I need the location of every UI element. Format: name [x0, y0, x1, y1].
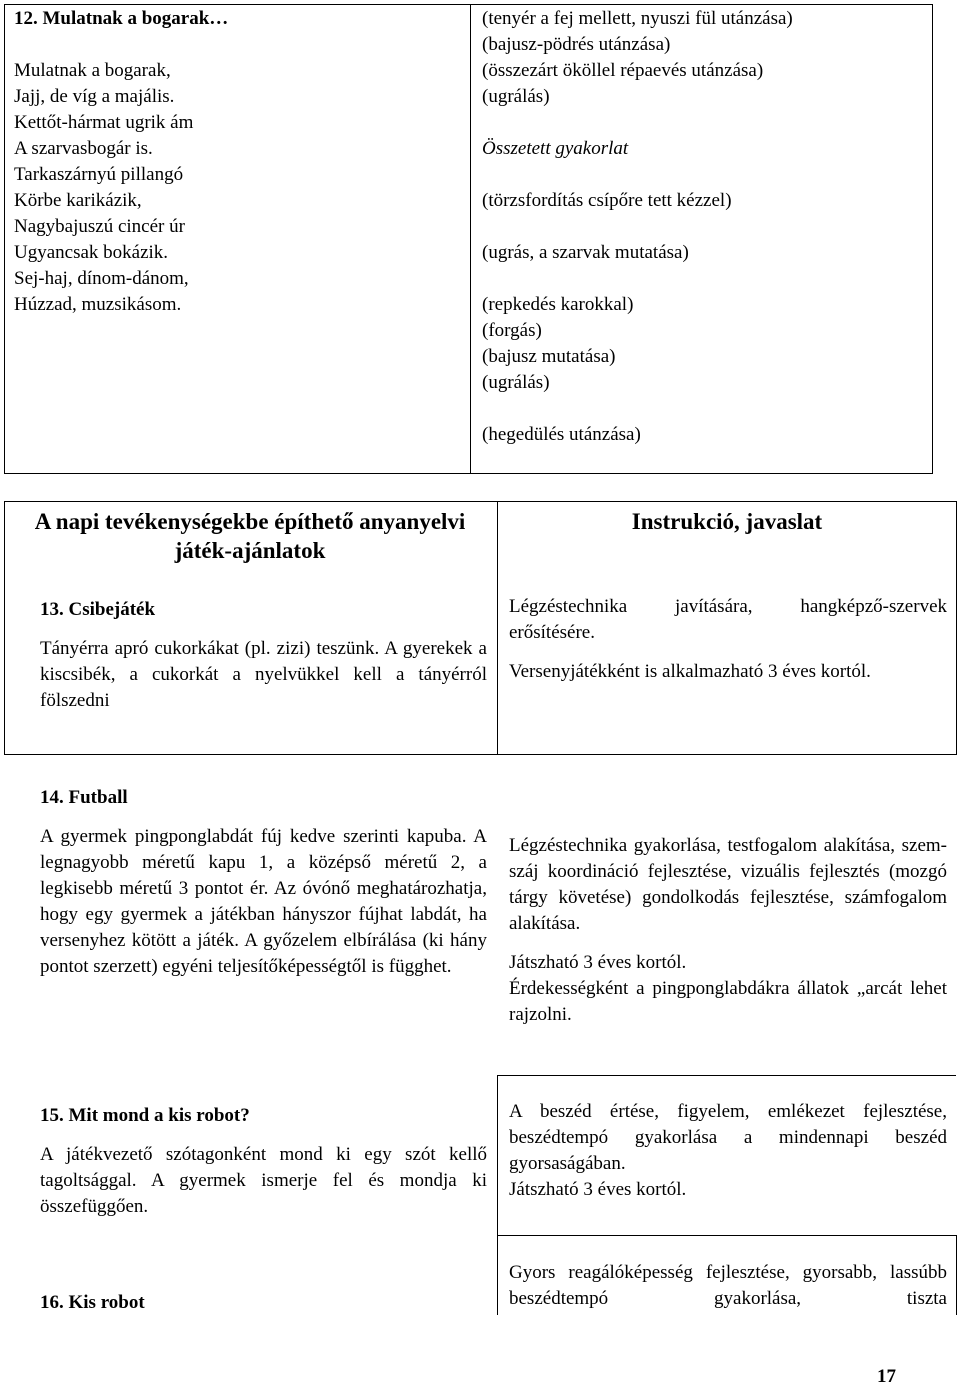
- poem-line: Kettőt-hármat ugrik ám: [14, 112, 194, 133]
- poem-line: A szarvasbogár is.: [14, 138, 153, 159]
- movement-line: (törzsfordítás csípőre tett kézzel): [482, 190, 732, 211]
- movement-line: (ugrálás): [482, 372, 550, 393]
- table-column-divider: [497, 1075, 498, 1315]
- movement-line: (tenyér a fej mellett, nyuszi fül utánzása): [482, 8, 793, 29]
- item-title-13: 13. Csibejáték: [40, 599, 156, 620]
- row-14-left: [40, 785, 487, 980]
- item-description-13: Tányérra apró cukorkákat (pl. zizi) teszünk. A gyerekek a kiscsibék, a cukorkát a nyelvükkel kell a tányérról fölszedni: [40, 638, 487, 711]
- item-note-14: Játszható 3 éves kortól.: [509, 952, 687, 973]
- movement-line: (bajusz mutatása): [482, 346, 616, 367]
- item-title-16: 16. Kis robot: [40, 1292, 145, 1313]
- movement-line: (forgás): [482, 320, 542, 341]
- movement-line: (összezárt ököllel répaevés utánzása): [482, 60, 764, 81]
- header-left: [10, 507, 490, 565]
- item-title-14: 14. Futball: [40, 787, 128, 808]
- exercise-title: Összetett gyakorlat: [482, 138, 629, 159]
- table-left-border: [4, 501, 5, 754]
- song-block-divider: [470, 4, 471, 474]
- poem-line: Húzzad, muzsikásom.: [14, 294, 182, 315]
- movement-line: (bajusz-pödrés utánzása): [482, 34, 671, 55]
- row-14-right: [509, 833, 947, 1028]
- table-column-divider: [497, 501, 498, 754]
- column-header-games: A napi tevékenységekbe építhető anyanyelvi játék-ajánlatok: [34, 509, 466, 563]
- movement-line: (ugrálás): [482, 86, 550, 107]
- item-description-14: A gyermek pingponglabdát fúj kedve szerinti kapuba. A legnagyobb méretű kapu 1, a középső méretű 2, a legkisebb méretű 3 pontot ér. Az óvónő meghatározhatja, hogy egy gyermek a játékban hányszor fújhat labdát, ha versenyhez kötött a játék. A győzelem elbírálása (ki hány pontot szerzett) egyéni teljesítőképességtől is függhet.: [40, 826, 487, 977]
- item-title-12: 12. Mulatnak a bogarak…: [14, 8, 229, 29]
- row-separator-right: [497, 1235, 956, 1236]
- poem-line: Jajj, de víg a majális.: [14, 86, 175, 107]
- item-note-14: Légzéstechnika gyakorlása, testfogalom alakítása, szem-száj koordináció fejlesztése, vizuális fejlesztés (mozgó tárgy követése) gondolkodás fejlesztése, számfogalom alakítása.: [509, 835, 947, 934]
- table-right-border: [956, 1235, 957, 1315]
- table-top-border: [4, 501, 957, 502]
- row-13-left: [40, 597, 487, 714]
- movement-line: (repkedés karokkal): [482, 294, 634, 315]
- item-note-15: Játszható 3 éves kortól.: [509, 1179, 687, 1200]
- item-note-13: Versenyjátékként is alkalmazható 3 éves kortól.: [509, 661, 871, 682]
- row-15-right: [509, 1099, 947, 1203]
- movement-line: (ugrás, a szarvak mutatása): [482, 242, 689, 263]
- row-16-left: [40, 1290, 487, 1316]
- item-description-15: A játékvezető szótagonként mond ki egy szót kellő tagoltsággal. A gyermek ismerje fel és mondja ki összefüggően.: [40, 1144, 487, 1217]
- poem-line: Körbe karikázik,: [14, 190, 142, 211]
- item-note-14: Érdekességként a pingponglabdákra állatok „arcát lehet rajzolni.: [509, 978, 947, 1025]
- table-header-separator: [4, 754, 957, 755]
- poem-line: Ugyancsak bokázik.: [14, 242, 169, 263]
- header-right: [503, 507, 951, 536]
- song-text-cell: [14, 6, 464, 318]
- column-header-instructions: Instrukció, javaslat: [631, 509, 823, 534]
- row-16-right: [509, 1260, 947, 1314]
- row-15-left: [40, 1103, 487, 1220]
- item-title-15: 15. Mit mond a kis robot?: [40, 1105, 250, 1126]
- item-note-13: Légzéstechnika javítására, hangképző-szervek erősítésére.: [509, 596, 947, 643]
- item-note-15: A beszéd értése, figyelem, emlékezet fejlesztése, beszédtempó gyakorlása a mindennapi beszéd gyorsaságában.: [509, 1101, 947, 1174]
- movement-instructions-cell: [482, 6, 927, 448]
- poem-line: Mulatnak a bogarak,: [14, 60, 171, 81]
- row-13-right: [509, 594, 947, 685]
- page-number: 17: [877, 1366, 896, 1387]
- movement-line: (hegedülés utánzása): [482, 424, 641, 445]
- table-right-border: [956, 501, 957, 754]
- poem-line: Nagybajuszú cincér úr: [14, 216, 185, 237]
- item-note-16: Gyors reagálóképesség fejlesztése, gyorsabb, lassúbb beszédtempó gyakorlása, tiszta: [509, 1262, 947, 1309]
- poem-line: Tarkaszárnyú pillangó: [14, 164, 184, 185]
- poem-line: Sej-haj, dínom-dánom,: [14, 268, 189, 289]
- row-separator-right: [497, 1075, 956, 1076]
